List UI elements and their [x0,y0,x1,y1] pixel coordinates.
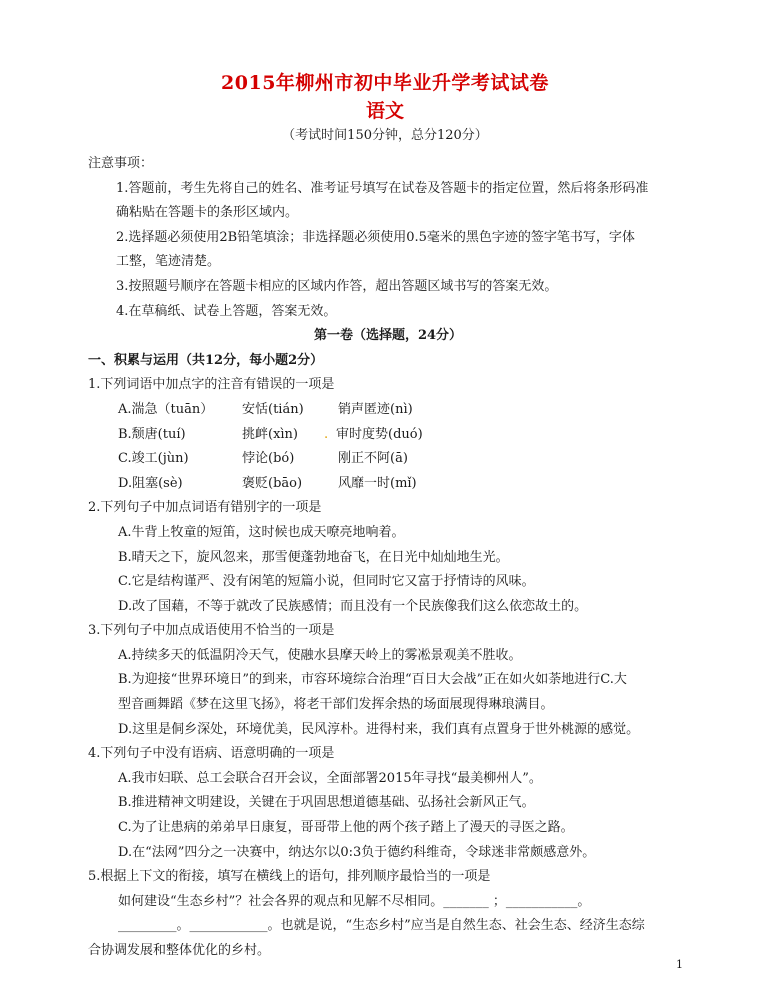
option-cell: D.阻塞(sè) [118,475,183,491]
notice-line: 3.按照题号顺序在答题卡相应的区域内作答，超出答题区域书写的答案无效。 [116,278,558,294]
question-5-line: _________。____________。也就是说，“生态乡村”应当是自然生态、社会生态、经济生态综 [118,918,645,934]
question-1-option-b [88,423,688,448]
question-5-stem: 5.根据上下文的衔接，填写在横线上的语句，排列顺序最恰当的一项是 [88,869,491,885]
option-cell: 风靡一时(mǐ) [338,475,417,491]
exam-title: 2015年柳州市初中毕业升学考试试卷 [221,72,549,94]
question-4-option: D.在“法网”四分之一决赛中，纳达尔以0:3负于德约科维奇，令球迷非常颇感意外。 [118,844,596,860]
option-cell: 安恬(tián) [242,401,304,417]
question-5-line: 合协调发展和整体优化的乡村。 [88,943,271,958]
question-1-stem: 1.下列词语中加点字的注音有错误的一项是 [88,377,335,393]
notice-line: 工整，笔迹清楚。 [116,254,221,270]
question-2-option: D.改了国藉，不等于就改了民族感情；而且没有一个民族像我们这么依恋故土的。 [118,598,588,614]
option-cell: 审时度势(duó) [336,426,423,442]
stray-mark: . [324,426,329,442]
question-3-option: D.这里是侗乡深处，环境优美，民风淳朴。进得村来，我们真有点置身于世外桃源的感觉。 [118,721,640,737]
option-cell: 销声匿迹(nì) [338,401,413,417]
question-1-option-d [88,472,688,497]
question-4-stem: 4.下列句子中没有语病、语意明确的一项是 [88,746,335,762]
question-3-stem: 3.下列句子中加点成语使用不恰当的一项是 [88,623,335,639]
question-4-option: C.为了让患病的弟弟早日康复，哥哥带上他的两个孩子踏上了漫天的寻医之路。 [118,820,574,836]
time-note: （考试时间150分钟，总分120分） [282,128,488,143]
question-1-option-a [88,398,688,423]
option-cell: A.湍急（tuān） [118,401,214,417]
notice-line: 确粘贴在答题卡的条形区域内。 [116,205,299,221]
notice-line: 1.答题前，考生先将自己的姓名、准考证号填写在试卷及答题卡的指定位置，然后将条形码准 [116,180,649,196]
option-cell: 挑衅(xìn) [242,426,299,442]
question-4-option: A.我市妇联、总工会联合召开会议，全面部署2015年寻找“最美柳州人”。 [118,770,542,786]
question-4-option: B.推进精神文明建设，关键在于巩固思想道德基础、弘扬社会新风正气。 [118,795,535,811]
question-2-option: C.它是结构谨严、没有闲笔的短篇小说，但同时它又富于抒情诗的风味。 [118,574,535,590]
option-cell: 悖论(bó) [242,451,295,467]
option-cell: 褒贬(bāo) [242,475,303,491]
option-cell: 刚正不阿(ā) [338,451,408,467]
notice-heading: 注意事项： [88,156,154,171]
option-cell: B.颓唐(tuí) [118,426,186,442]
question-3-option: A.持续多天的低温阴冷天气，使融水县摩天岭上的雾凇景观美不胜收。 [118,647,522,663]
question-2-option: A.牛背上牧童的短笛，这时候也成天嘹亮地响着。 [118,524,405,540]
question-1-option-c [88,447,688,472]
notice-line: 2.选择题必须使用2B铅笔填涂；非选择题必须使用0.5毫米的黑色字迹的签字笔书写，字体 [116,229,635,245]
exam-content [88,152,688,964]
question-3-option: 型音画舞蹈《梦在这里飞扬》，将老干部们发挥余热的场面展现得琳琅满目。 [118,697,554,713]
volume-heading: 第一卷（选择题，24分） [313,328,463,344]
question-5-line: 如何建设“生态乡村”？社会各界的观点和见解不尽相同。_______ ；___________。 [118,893,591,909]
option-cell: C.竣工(jùn) [118,451,189,467]
exam-subject: 语文 [365,100,404,122]
question-2-option: B.晴天之下，旋风忽来，那雪便蓬勃地奋飞，在日光中灿灿地生光。 [118,549,509,565]
question-2-stem: 2.下列句子中加点词语有错别字的一项是 [88,500,322,516]
question-3-option: B.为迎接“世界环境日”的到来，市容环境综合治理“百日大会战”正在如火如荼地进行C.大 [118,672,627,688]
notice-line: 4.在草稿纸、试卷上答题，答案无效。 [116,303,337,319]
section-heading: 一、积累与运用（共12分，每小题2分） [88,352,324,368]
page-number: 1 [676,958,683,971]
